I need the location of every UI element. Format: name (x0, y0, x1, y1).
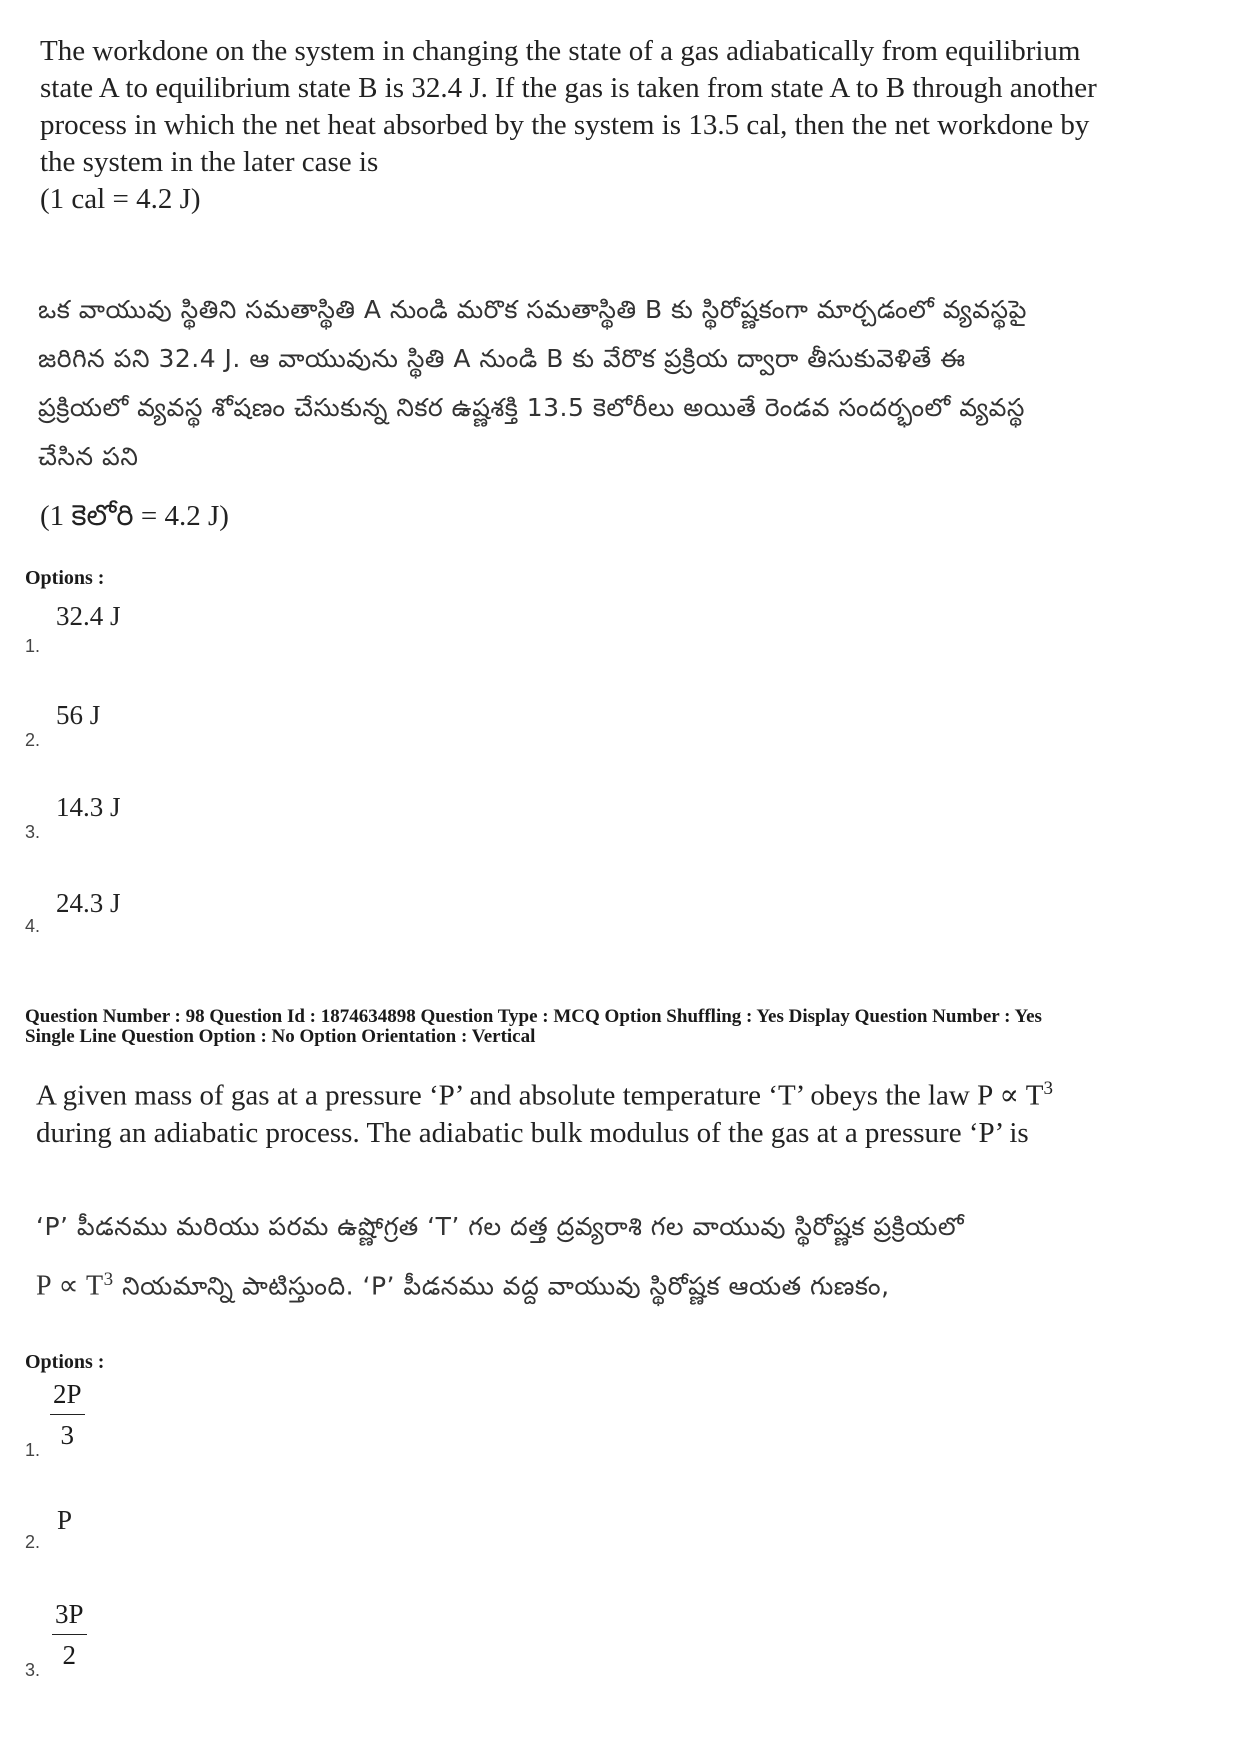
q97-option-1-number: 1. (25, 636, 41, 656)
q98-english-line (36, 1070, 1226, 1115)
q98-english-exponent: 3 (1043, 1078, 1053, 1099)
q98-option-1-value[interactable] (50, 1380, 85, 1449)
q97-english-note: (1 cal = 4.2 J) (40, 183, 201, 215)
q98-telugu-text (36, 1200, 1226, 1312)
q98-english-line1: A given mass of gas at a pressure ‘P’ and absolute temperature ‘T’ obeys the law P ∝ T (36, 1079, 1044, 1112)
q97-english-line: The workdone on the system in changing the state of a gas adiabatically from equilibrium (40, 35, 1081, 67)
q97-option-4-value[interactable]: 24.3 J (56, 888, 121, 918)
q98-telugu-formula: P ∝ T (36, 1270, 104, 1302)
q98-option-3-value[interactable] (52, 1600, 87, 1669)
q97-telugu-line: చేసిన పని (38, 442, 139, 471)
q98-option-2-number: 2. (25, 1532, 41, 1552)
q98-options-label: Options : (25, 1351, 105, 1373)
q98-telugu-exponent: 3 (103, 1269, 114, 1290)
q97-option-2-value[interactable]: 56 J (56, 700, 101, 730)
q98-meta-line: Question Number : 98 Question Id : 1874634898 Question Type : MCQ Option Shuffling : Yes Display Question Number : Yes (25, 1006, 1042, 1027)
q98-option-1-number: 1. (25, 1440, 41, 1460)
q97-telugu-note: (1 కెలోరి = 4.2 J) (40, 500, 229, 532)
q98-telugu-line (36, 1253, 1226, 1312)
q97-telugu-line: ప్రక్రియలో వ్యవస్థ శోషణం చేసుకున్న నికర ఉష్ణశక్తి 13.5 కెలోరీలు అయితే రెండవ సందర్భంలో వ్యవస్థ (38, 393, 1025, 422)
q97-option-1-value[interactable]: 32.4 J (56, 601, 121, 631)
q97-option-4-number: 4. (25, 916, 41, 936)
q97-telugu-line: జరిగిన పని 32.4 J. ఆ వాయువును స్థితి A నుండి B కు వేరొక ప్రక్రియ ద్వారా తీసుకువెళితే ఈ (38, 344, 966, 373)
q97-telugu-line: ఒక వాయువు స్థితిని సమతాస్థితి A నుండి మరొక సమతాస్థితి B కు స్థిరోష్ణకంగా మార్చడంలో వ్యవస్థపై (38, 295, 1027, 324)
q97-option-3-value[interactable]: 14.3 J (56, 792, 121, 822)
fraction-denominator: 2 (62, 1640, 77, 1670)
q97-english-line: the system in the later case is (40, 146, 379, 178)
q98-option-2-value[interactable]: P (57, 1505, 73, 1535)
fraction-denominator: 3 (60, 1420, 75, 1450)
q97-english-line: state A to equilibrium state B is 32.4 J. If the gas is taken from state A to B through another (40, 72, 1097, 104)
fraction-numerator: 2P (50, 1380, 85, 1415)
q98-english-line2: during an adiabatic process. The adiabatic bulk modulus of the gas at a pressure ‘P’ is (36, 1116, 1029, 1149)
fraction-numerator: 3P (52, 1600, 87, 1635)
q98-option-3-number: 3. (25, 1660, 41, 1680)
q98-english-text (36, 1070, 1226, 1152)
q97-english-line: process in which the net heat absorbed by the system is 13.5 cal, then the net workdone by (40, 109, 1090, 141)
q98-meta-line: Single Line Question Option : No Option Orientation : Vertical (25, 1026, 536, 1047)
q97-options-label: Options : (25, 567, 105, 589)
q97-telugu-text (38, 285, 1218, 481)
q97-option-3-number: 3. (25, 822, 41, 842)
q97-english-text (40, 33, 1220, 218)
q97-option-2-number: 2. (25, 730, 41, 750)
q98-telugu-line1: ‘P’ పీడనము మరియు పరమ ఉష్ణోగ్రత ‘T’ గల దత్త ద్రవ్యరాశి గల వాయువు స్థిరోష్ణక ప్రక్రియలో (36, 1212, 965, 1241)
q98-meta-info (25, 1007, 1225, 1047)
q98-telugu-line2: నియమాన్ని పాటిస్తుంది. ‘P’ పీడనము వద్ద వాయువు స్థిరోష్ణక ఆయత గుణకం, (113, 1271, 890, 1301)
